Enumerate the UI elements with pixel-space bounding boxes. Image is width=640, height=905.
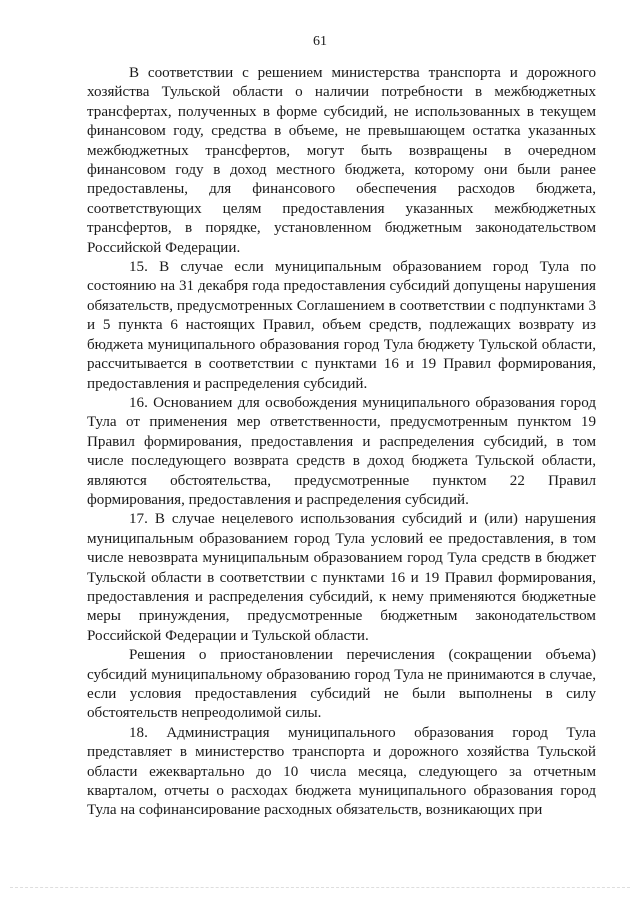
paragraph-item-17: 17. В случае нецелевого использования субсидий и (или) нарушения муниципальным образованием город Тула условий ее предоставления, в том числе невозврата муниципальным образованием город Тула средств в бюджет Тульской области в соответствии с пунктами 16 и 19 Правил формирования, предоставления и распределения субсидий, к нему применяются бюджетные меры принуждения, предусмотренные бюджетным законодательством Российской Федерации и Тульской области.	[87, 511, 596, 644]
paragraph-item-16: 16. Основанием для освобождения муниципального образования город Тула от применения мер ответственности, предусмотренным пунктом 19 Правил формирования, предоставления и распределения субсидий, в том числе последующего возврата средств в доход бюджета Тульской области, являются обстоятельства, предусмотренные пунктом 22 Правил формирования, предоставления и распределения субсидий.	[87, 394, 596, 508]
paragraph-item-18: 18. Администрация муниципального образования город Тула представляет в министерство транспорта и дорожного хозяйства Тульской области ежеквартально до 10 числа месяца, следующего за отчетным кварталом, отчеты о расходах бюджета муниципального образования город Тула на софинансирование расходных обязательств, возникающих при	[87, 724, 596, 819]
page-number: 61	[313, 34, 327, 49]
paragraph-item-15: 15. В случае если муниципальным образованием город Тула по состоянию на 31 декабря года предоставления субсидий допущены нарушения обязательств, предусмотренных Соглашением в соответствии с подпунктами 3 и 5 пункта 6 настоящих Правил, объем средств, подлежащих возврату из бюджета муниципального образования город Тула бюджету Тульской области, рассчитывается в соответствии с пунктами 16 и 19 Правил формирования, предоставления и распределения субсидий.	[87, 259, 596, 392]
document-body	[87, 64, 596, 821]
scan-edge-artifact	[10, 887, 630, 890]
paragraph-transfer-return: В соответствии с решением министерства транспорта и дорожного хозяйства Тульской области о наличии потребности в межбюджетных трансфертах, полученных в форме субсидий, не использованных в текущем финансовом году, средства в объеме, не превышающем остатка указанных межбюджетных трансфертов, могут быть возвращены в очередном финансовом году в доход местного бюджета, которому они были ранее предоставлены, для финансового обеспечения расходов бюджета, соответствующих целям предоставления указанных межбюджетных трансфертов, в порядке, установленном бюджетным законодательством Российской Федерации.	[87, 65, 596, 256]
paragraph-suspension-decisions: Решения о приостановлении перечисления (сокращении объема) субсидий муниципальному образованию город Тула не принимаются в случае, если условия предоставления субсидий не были выполнены в силу обстоятельств непреодолимой силы.	[87, 647, 596, 722]
